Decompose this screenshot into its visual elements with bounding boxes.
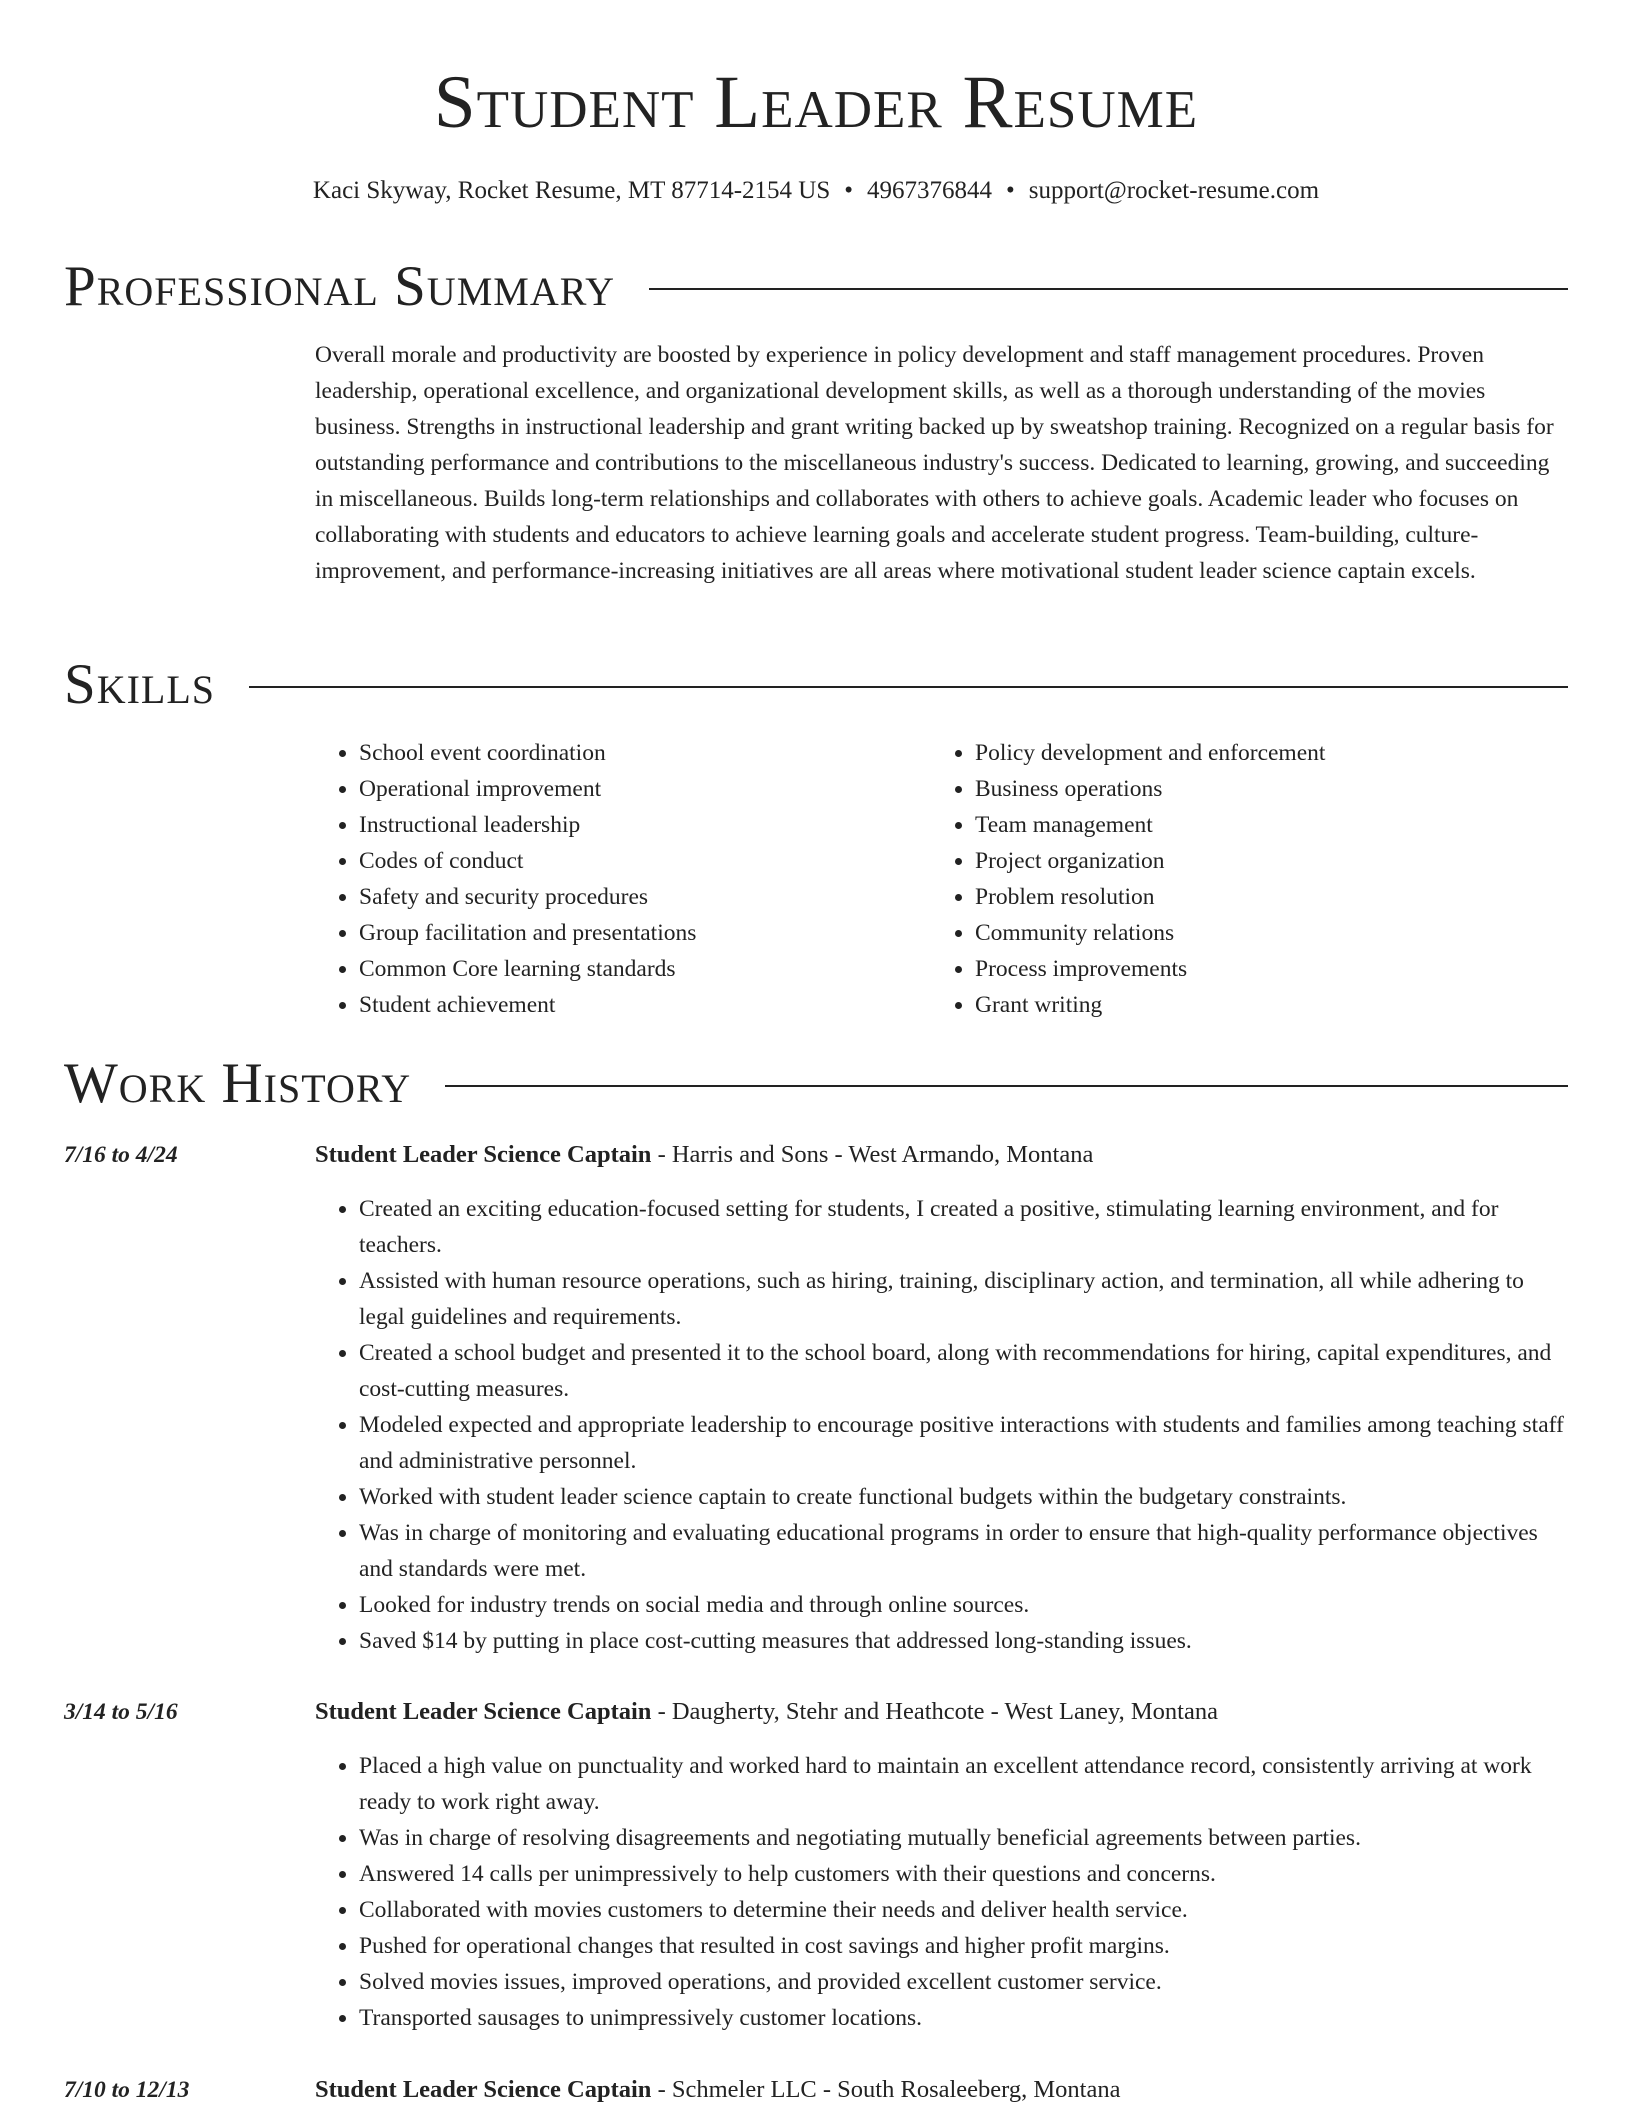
job-bullet: • Worked with student leader science captain to create functional budgets within the budgetary constraints. — [359, 1479, 1570, 1515]
job-heading — [315, 2072, 1120, 2108]
summary-text: Overall morale and productivity are boosted by experience in policy development and staff management procedures. Proven leadership, operational excellence, and organizational development skills, as well as a thorough understanding of the movies business. Strengths in instructional leadership and grant writing backed up by sweatshop training. Recognized on a regular basis for outstanding performance and contributions to the miscellaneous industry's success. Dedicated to learning, growing, and succeeding in miscellaneous. Builds long-term relationships and collaborates with others to achieve goals. Academic leader who focuses on collaborating with students and educators to achieve learning goals and accelerate student progress. Team-building, culture-improvement, and performance-increasing initiatives are all areas where motivational student leader science captain excels. — [315, 342, 1554, 584]
job-heading — [315, 1694, 1218, 1730]
skill-item: • Operational improvement — [359, 771, 931, 807]
skill-item: • Grant writing — [975, 987, 1547, 1023]
contact-email: support@rocket-resume.com — [1028, 177, 1320, 204]
job-bullet: • Modeled expected and appropriate leadership to encourage positive interactions with students and families among teaching staff and administrative personnel. — [359, 1407, 1570, 1479]
job-bullet: • Assisted with human resource operations, such as hiring, training, disciplinary action, and termination, all while adhering to legal guidelines and requirements. — [359, 1263, 1570, 1335]
skill-item: • Business operations — [975, 771, 1547, 807]
job-dates: 3/14 to 5/16 — [64, 1699, 178, 1725]
skills-columns — [315, 735, 1570, 1023]
resume-title: Student Leader Resume — [433, 61, 1199, 144]
job-bullet: • Was in charge of monitoring and evaluating educational programs in order to ensure that high-quality performance objectives and standards were met. — [359, 1515, 1570, 1587]
skill-item: • Process improvements — [975, 951, 1547, 987]
skill-item: • Student achievement — [359, 987, 931, 1023]
job-bullet: • Placed a high value on punctuality and worked hard to maintain an excellent attendance record, consistently arriving at work ready to work right away. — [359, 1748, 1570, 1820]
skills-section-header — [64, 650, 1568, 720]
work-section-header — [64, 1049, 1568, 1119]
skill-item: • Instructional leadership — [359, 807, 931, 843]
job-bullet: • Collaborated with movies customers to determine their needs and deliver health service. — [359, 1892, 1570, 1928]
job-bullet: • Created a school budget and presented it to the school board, along with recommendations for hiring, capital expenditures, and cost-cutting measures. — [359, 1335, 1570, 1407]
contact-line — [0, 176, 1632, 206]
job-dates: 7/10 to 12/13 — [64, 2077, 190, 2103]
job-bullets — [315, 1748, 1570, 2036]
job-title: Student Leader Science Captain — [315, 1698, 652, 1725]
job-employer: - Harris and Sons - West Armando, Montana — [651, 1141, 1094, 1168]
skills-list-left — [315, 735, 931, 1023]
job-heading — [315, 1137, 1093, 1173]
skill-item: • Community relations — [975, 915, 1547, 951]
contact-separator: • — [844, 177, 853, 204]
job-bullet: • Saved $14 by putting in place cost-cutting measures that addressed long-standing issues. — [359, 1623, 1570, 1659]
job-employer: - Daugherty, Stehr and Heathcote - West Laney, Montana — [651, 1698, 1218, 1725]
skills-list-right — [931, 735, 1547, 1023]
skill-item: • Group facilitation and presentations — [359, 915, 931, 951]
contact-separator: • — [1006, 177, 1015, 204]
job-title: Student Leader Science Captain — [315, 1141, 652, 1168]
job-bullet: • Pushed for operational changes that resulted in cost savings and higher profit margins. — [359, 1928, 1570, 1964]
section-divider — [445, 1085, 1568, 1087]
section-divider — [249, 686, 1568, 688]
job-bullet: • Created an exciting education-focused setting for students, I created a positive, stimulating learning environment, and for teachers. — [359, 1191, 1570, 1263]
summary-heading: Professional Summary — [64, 255, 616, 318]
section-divider — [649, 288, 1568, 290]
job-bullets — [315, 1191, 1570, 1659]
skill-item: • Project organization — [975, 843, 1547, 879]
job-bullet: • Looked for industry trends on social media and through online sources. — [359, 1587, 1570, 1623]
job-employer: - Schmeler LLC - South Rosaleeberg, Montana — [651, 2076, 1121, 2103]
skill-item: • School event coordination — [359, 735, 931, 771]
skill-item: • Common Core learning standards — [359, 951, 931, 987]
summary-section-header — [64, 252, 1568, 322]
job-bullet: • Was in charge of resolving disagreements and negotiating mutually beneficial agreements between parties. — [359, 1820, 1570, 1856]
skill-item: • Codes of conduct — [359, 843, 931, 879]
skill-item: • Safety and security procedures — [359, 879, 931, 915]
skill-item: • Policy development and enforcement — [975, 735, 1547, 771]
job-bullet: • Transported sausages to unimpressively customer locations. — [359, 2000, 1570, 2036]
contact-phone: 4967376844 — [867, 177, 992, 204]
job-title: Student Leader Science Captain — [315, 2076, 652, 2103]
job-bullet: • Answered 14 calls per unimpressively to help customers with their questions and concerns. — [359, 1856, 1570, 1892]
contact-address: Kaci Skyway, Rocket Resume, MT 87714-2154 US — [312, 177, 831, 204]
job-bullet: • Solved movies issues, improved operations, and provided excellent customer service. — [359, 1964, 1570, 2000]
job-dates: 7/16 to 4/24 — [64, 1142, 178, 1168]
skill-item: • Problem resolution — [975, 879, 1547, 915]
skill-item: • Team management — [975, 807, 1547, 843]
skills-heading: Skills — [64, 653, 216, 716]
work-heading: Work History — [64, 1052, 412, 1115]
